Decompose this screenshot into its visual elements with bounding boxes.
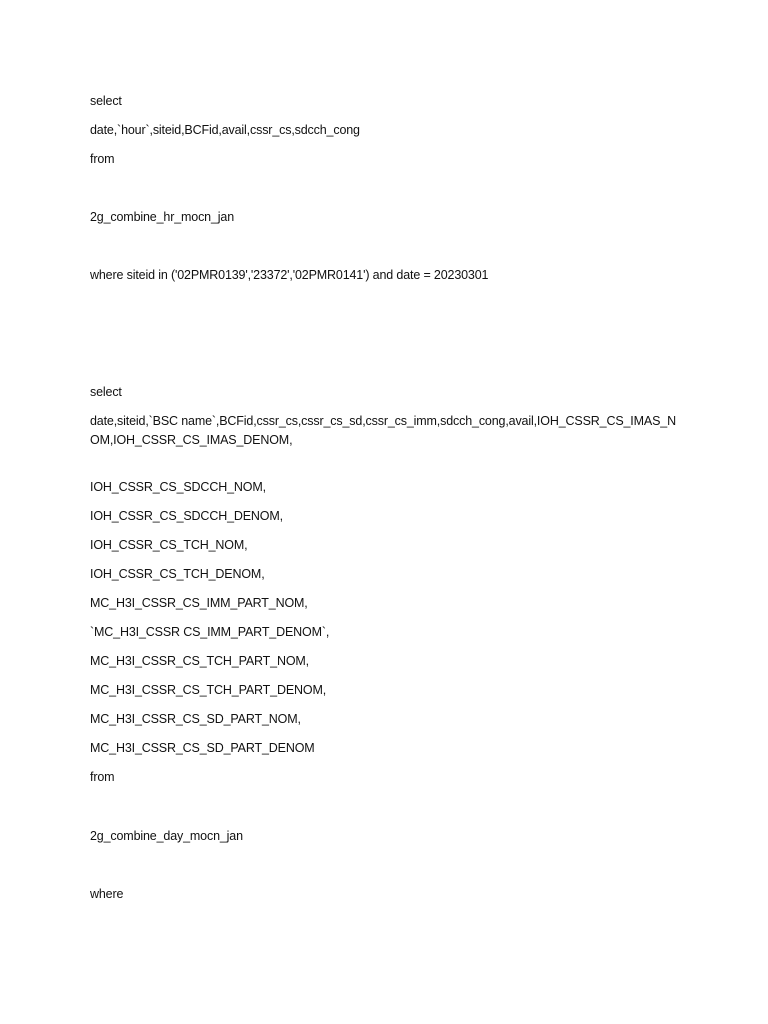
q2-column: MC_H3I_CSSR_CS_IMM_PART_NOM, bbox=[90, 596, 308, 610]
q2-from-keyword: from bbox=[90, 770, 115, 784]
q2-column: IOH_CSSR_CS_TCH_DENOM, bbox=[90, 567, 265, 581]
q2-column: MC_H3I_CSSR_CS_SD_PART_NOM, bbox=[90, 712, 301, 726]
q2-select-keyword: select bbox=[90, 385, 122, 399]
q2-column: IOH_CSSR_CS_SDCCH_DENOM, bbox=[90, 509, 283, 523]
q1-table-name: 2g_combine_hr_mocn_jan bbox=[90, 210, 235, 224]
q2-column-list-head: date,siteid,`BSC name`,BCFid,cssr_cs,cssr_cs_sd,cssr_cs_imm,sdcch_cong,avail,IOH_CSSR_CS_IMAS_NOM,IOH_CSSR_CS_IMAS_DENOM, bbox=[90, 414, 676, 447]
q2-column: IOH_CSSR_CS_SDCCH_NOM, bbox=[90, 480, 266, 494]
q1-select-keyword: select bbox=[90, 94, 122, 108]
q2-table-name: 2g_combine_day_mocn_jan bbox=[90, 829, 243, 843]
q2-where-keyword: where bbox=[90, 887, 124, 901]
q2-column: MC_H3I_CSSR_CS_TCH_PART_DENOM, bbox=[90, 683, 327, 697]
q2-column: MC_H3I_CSSR_CS_TCH_PART_NOM, bbox=[90, 654, 310, 668]
q1-from-keyword: from bbox=[90, 152, 115, 166]
q2-column: MC_H3I_CSSR_CS_SD_PART_DENOM bbox=[90, 741, 315, 755]
q1-where-clause: where siteid in ('02PMR0139','23372','02PMR0141') and date = 20230301 bbox=[90, 268, 489, 282]
q2-column: `MC_H3I_CSSR CS_IMM_PART_DENOM`, bbox=[90, 625, 330, 639]
q2-column: IOH_CSSR_CS_TCH_NOM, bbox=[90, 538, 248, 552]
q1-column-list: date,`hour`,siteid,BCFid,avail,cssr_cs,sdcch_cong bbox=[90, 123, 360, 137]
